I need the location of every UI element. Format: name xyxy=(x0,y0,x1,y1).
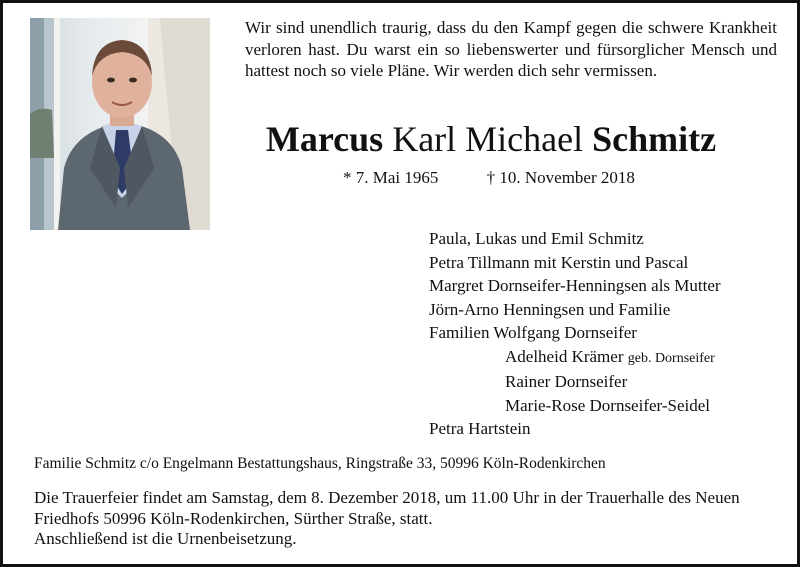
mourner-item xyxy=(429,370,721,394)
mourner-item xyxy=(429,345,721,371)
mourner-item xyxy=(429,227,721,251)
deceased-name xyxy=(3,115,800,163)
ceremony-info xyxy=(34,488,774,550)
mourner-name: Rainer Dornseifer xyxy=(505,372,628,391)
mourner-name: Margret Dornseifer-Henningsen als Mutter xyxy=(429,276,721,295)
urn-text: Anschließend ist die Urnenbeisetzung. xyxy=(34,529,297,548)
mourner-name: Adelheid Krämer xyxy=(505,346,624,366)
contact-address: Familie Schmitz c/o Engelmann Bestattungshaus, Ringstraße 33, 50996 Köln-Rodenkirchen xyxy=(34,455,606,472)
mourner-item xyxy=(429,321,721,345)
mourner-name: Familien Wolfgang Dornseifer xyxy=(429,323,637,342)
last-name: Schmitz xyxy=(592,119,717,159)
mourner-name: Petra Hartstein xyxy=(429,419,531,438)
mourner-item xyxy=(429,251,721,275)
first-name: Marcus xyxy=(265,119,384,159)
birth-date: * 7. Mai 1965 xyxy=(343,168,439,187)
ceremony-text: Die Trauerfeier findet am Samstag, dem 8. Dezember 2018, um 11.00 Uhr in der Trauerhalle des Neuen Friedhofs 50996 Köln-Rodenkirchen, Sürther Straße, statt. xyxy=(34,488,740,528)
mourner-name: Paula, Lukas und Emil Schmitz xyxy=(429,229,644,248)
mourner-name: Petra Tillmann mit Kerstin und Pascal xyxy=(429,252,689,272)
death-date: † 10. November 2018 xyxy=(486,168,635,187)
mourner-item xyxy=(429,394,721,418)
mourner-name: Marie-Rose Dornseifer-Seidel xyxy=(505,395,711,415)
mourner-note: geb. Dornseifer xyxy=(627,350,715,366)
mourner-item xyxy=(429,274,721,298)
mourner-item xyxy=(429,298,721,322)
mourner-item xyxy=(429,417,721,441)
intro-text: Wir sind unendlich traurig, dass du den Kampf gegen die schwere Krankheit verloren hast. Du warst ein so liebenswerter und fürsorglicher Mensch und hattest noch so viele Pläne. Wir werden dich sehr vermissen. xyxy=(245,18,777,80)
mourner-name: Jörn-Arno Henningsen und Familie xyxy=(429,299,671,319)
mourners-list xyxy=(429,227,721,441)
middle-names: Karl Michael xyxy=(392,119,584,159)
life-dates xyxy=(343,168,635,188)
